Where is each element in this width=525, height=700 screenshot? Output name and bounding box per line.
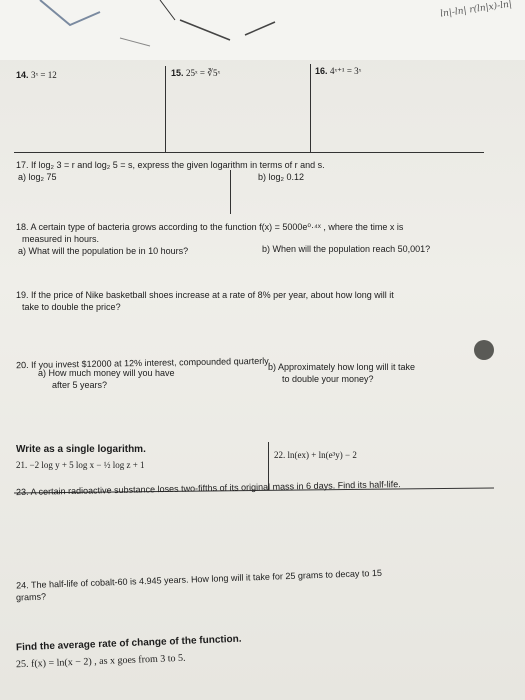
question-17-part-a: a) log₂ 75 — [18, 172, 57, 182]
section-heading-rate: Find the average rate of change of the function. — [15, 633, 242, 654]
question-20-part-b-line2: to double your money? — [282, 374, 374, 384]
divider-15-16 — [310, 64, 311, 152]
question-21: 21. −2 log y + 5 log x − ½ log z + 1 — [16, 460, 145, 470]
question-22: 22. ln(ex) + ln(e³y) − 2 — [274, 450, 357, 460]
question-25: 25. f(x) = ln(x − 2) , as x goes from 3 to 5. — [15, 652, 186, 671]
question-23: 23. A certain radioactive substance loses two-fifths of its original mass in 6 days. Find its half-life. — [15, 479, 401, 498]
question-18-part-a: a) What will the population be in 10 hours? — [18, 246, 189, 256]
question-18-part-b: b) When will the population reach 50,001? — [262, 244, 431, 254]
torn-previous-page — [0, 0, 525, 60]
question-24-line2: grams? — [15, 591, 47, 603]
question-16-number: 16. — [315, 66, 328, 76]
question-15-number: 15. — [171, 68, 184, 78]
handwritten-scribble: ln|-ln| r(ln|x)-ln| — [439, 0, 513, 20]
row1-bottom-rule — [14, 152, 484, 153]
question-19-line1: 19. If the price of Nike basketball shoes increase at a rate of 8% per year, about how long will it — [16, 290, 394, 300]
question-16 — [315, 66, 361, 77]
divider-14-15 — [165, 66, 166, 152]
divider-17 — [230, 170, 231, 214]
question-15 — [171, 68, 220, 79]
question-17: 17. If log₂ 3 = r and log₂ 5 = s, express the given logarithm in terms of r and s. — [16, 160, 325, 170]
question-14 — [16, 70, 57, 81]
question-16-equation: 4ˣ⁺¹ = 3ˣ — [330, 66, 362, 76]
question-15-equation: 25ˣ = ∛5ˣ — [186, 68, 221, 78]
question-14-number: 14. — [16, 70, 29, 80]
question-14-equation: 3ˣ = 12 — [31, 70, 57, 80]
question-18-line2: measured in hours. — [22, 234, 100, 244]
question-18-line1: 18. A certain type of bacteria grows according to the function f(x) = 5000e⁰·⁴ˣ , where the time x is — [16, 222, 404, 232]
hole-punch — [474, 340, 494, 360]
question-20: 20. If you invest $12000 at 12% interest, compounded quarterly, — [15, 355, 271, 371]
question-19-line2: take to double the price? — [22, 302, 121, 312]
question-17-part-b: b) log₂ 0.12 — [258, 172, 305, 182]
question-20-part-a-line2: after 5 years? — [52, 380, 108, 390]
question-24-line1: 24. The half-life of cobalt-60 is 4.945 years. How long will it take for 25 grams to decay to 15 — [15, 567, 383, 591]
section-heading-single-log: Write as a single logarithm. — [16, 444, 146, 455]
question-20-part-a-line1: a) How much money will you have — [38, 368, 175, 378]
question-20-part-b-line1: b) Approximately how long will it take — [268, 362, 416, 372]
